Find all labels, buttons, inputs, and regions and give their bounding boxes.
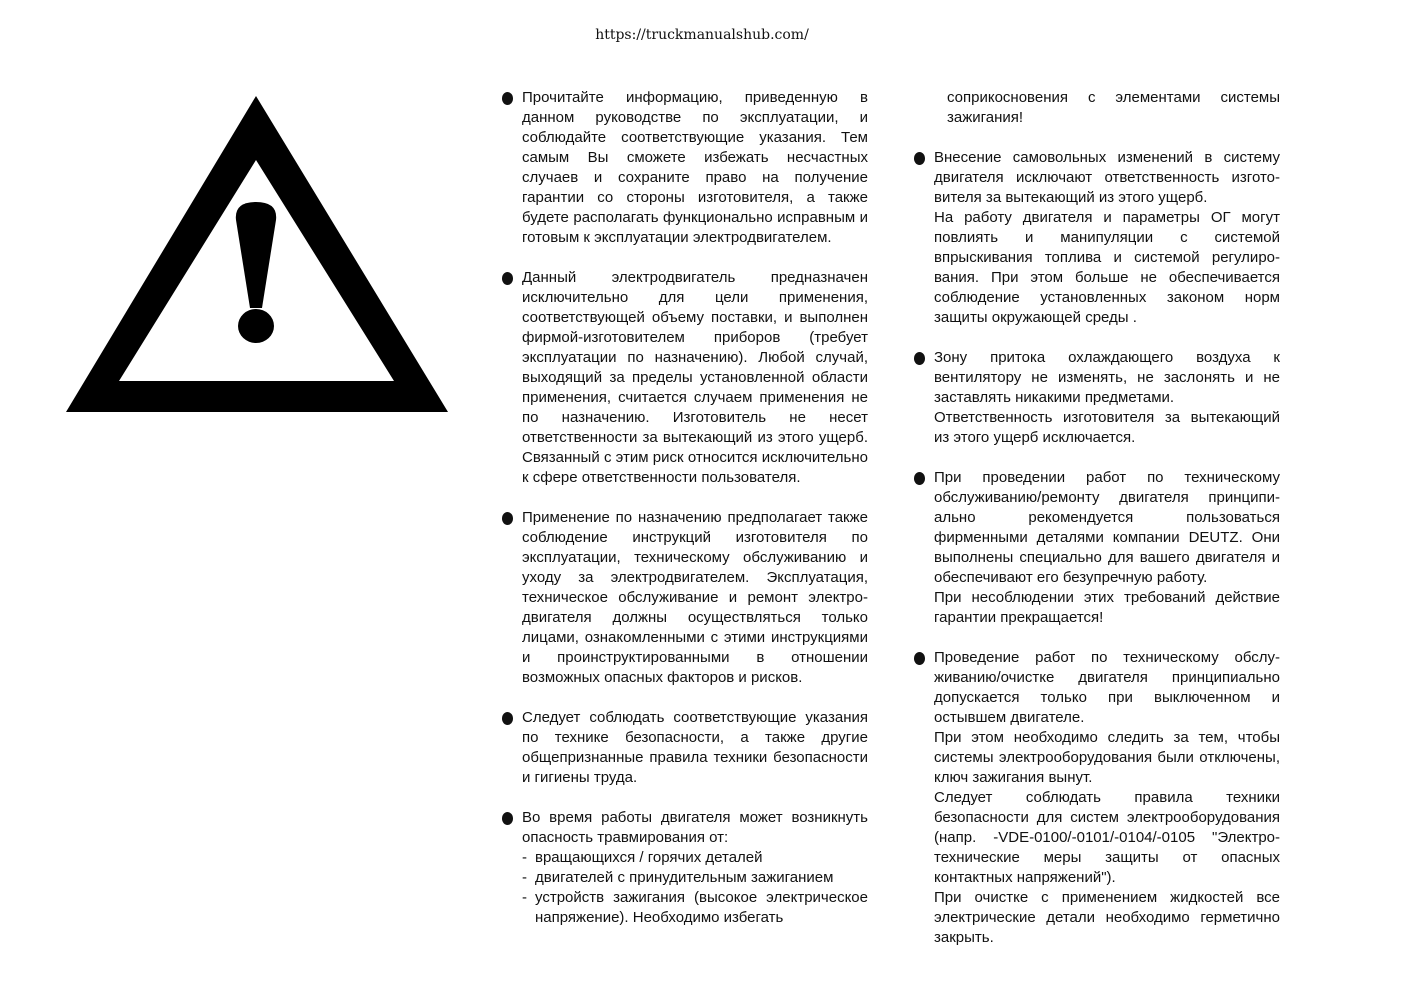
bullet-icon (914, 652, 925, 665)
list-item (914, 348, 1280, 448)
paragraph: При несоблюдении этих требований действие гарантии прекращается! (934, 589, 1280, 626)
paragraph: Во время работы двигателя может возникнуть опасность травмирования от: (522, 809, 868, 846)
right-column (914, 88, 1280, 948)
paragraph: Применение по назначению предполагает также соблюдение инструкций изготовителя по эксплуатации, техническому обслуживанию и уходу за электродвигателем. Эксплуатация, техническое обслуживание и ремонт электро-двигателя должны осуществляться только лицами, ознакомленными с этими инструкциями и проинструктированными в отношении возможных опасных факторов и рисков. (522, 509, 868, 686)
paragraph: Прочитайте информацию, приведенную в данном руководстве по эксплуатации, и соблюдайте соответствующие указания. Тем самым Вы сможете избежать несчастных случаев и сохраните право на получение гарантии со стороны изготовителя, а также будете располагать функционально исправным и готовым к эксплуатации электродвигателем. (522, 89, 868, 246)
paragraph: Зону притока охлаждающего воздуха к вентилятору не изменять, не заслонять и не заставлять никакими предметами. (934, 349, 1280, 406)
warning-triangle-exclamation-icon (66, 96, 448, 412)
list-item (502, 508, 868, 688)
bullet-icon (914, 352, 925, 365)
paragraph: При проведении работ по техническому обслуживанию/ремонту двигателя принципи-ально рекомендуется пользоваться фирменными деталями компании DEUTZ. Они выполнены специально для вашего двигателя и обеспечивают его безупречную работу. (934, 469, 1280, 586)
bullet-icon (502, 712, 513, 725)
paragraph: Внесение самовольных изменений в систему двигателя исключают ответственность изгото-вителя за вытекающий из этого ущерб. (934, 149, 1280, 206)
left-column (502, 88, 868, 928)
list-item (502, 268, 868, 488)
bullet-icon (914, 152, 925, 165)
hazard-item: - двигателей с принудительным зажиганием (522, 868, 868, 888)
paragraph: Ответственность изготовителя за вытекающий из этого ущерб исключается. (934, 409, 1280, 446)
paragraph: При этом необходимо следить за тем, чтобы системы электрооборудования были отключены, ключ зажигания вынут. (934, 729, 1280, 786)
hazard-item: - вращающихся / горячих деталей (522, 848, 868, 868)
bullet-icon (502, 512, 513, 525)
paragraph: соприкосновения с элементами системы зажигания! (947, 89, 1280, 126)
list-item (502, 708, 868, 788)
list-item (502, 88, 868, 248)
list-item (502, 808, 868, 928)
bullet-icon (914, 472, 925, 485)
list-item (914, 468, 1280, 628)
continued-paragraph (914, 88, 1280, 128)
paragraph: Следует соблюдать соответствующие указания по технике безопасности, а также другие общепризнанные правила техники безопасности и гигиены труда. (522, 709, 868, 786)
paragraph: На работу двигателя и параметры ОГ могут повлиять и манипуляции с системой впрыскивания топлива и системой регулиро-вания. При этом больше не обеспечивается соблюдение установленных законом норм защиты окружающей среды . (934, 209, 1280, 326)
header-url: https://truckmanualshub.com/ (595, 27, 809, 43)
paragraph: При очистке с применением жидкостей все электрические детали необходимо герметично закрыть. (934, 889, 1280, 946)
hazard-item: - устройств зажигания (высокое электрическое напряжение). Необходимо избегать (522, 888, 868, 928)
hazard-list (522, 848, 868, 928)
list-item (914, 148, 1280, 328)
paragraph: Проведение работ по техническому обслу-живанию/очистке двигателя принципиально допускается только при выключенном и остывшем двигателе. (934, 649, 1280, 726)
paragraph: Следует соблюдать правила техники безопасности для систем электрооборудования (напр. -VDE-0100/-0101/-0104/-0105 "Электро-технические меры защиты от опасных контактных напряжений"). (934, 789, 1280, 886)
bullet-icon (502, 272, 513, 285)
paragraph: Данный электродвигатель предназначен исключительно для цели применения, соответствующей объему поставки, и выполнен фирмой-изготовителем приборов (требует эксплуатации по назначению). Любой случай, выходящий за пределы установленной области применения, считается случаем применения не по назначению. Изготовитель не несет ответственности за вытекающий из этого ущерб. Связанный с этим риск относится исключительно к сфере ответственности пользователя. (522, 269, 868, 486)
bullet-icon (502, 812, 513, 825)
bullet-icon (502, 92, 513, 105)
list-item (914, 648, 1280, 948)
